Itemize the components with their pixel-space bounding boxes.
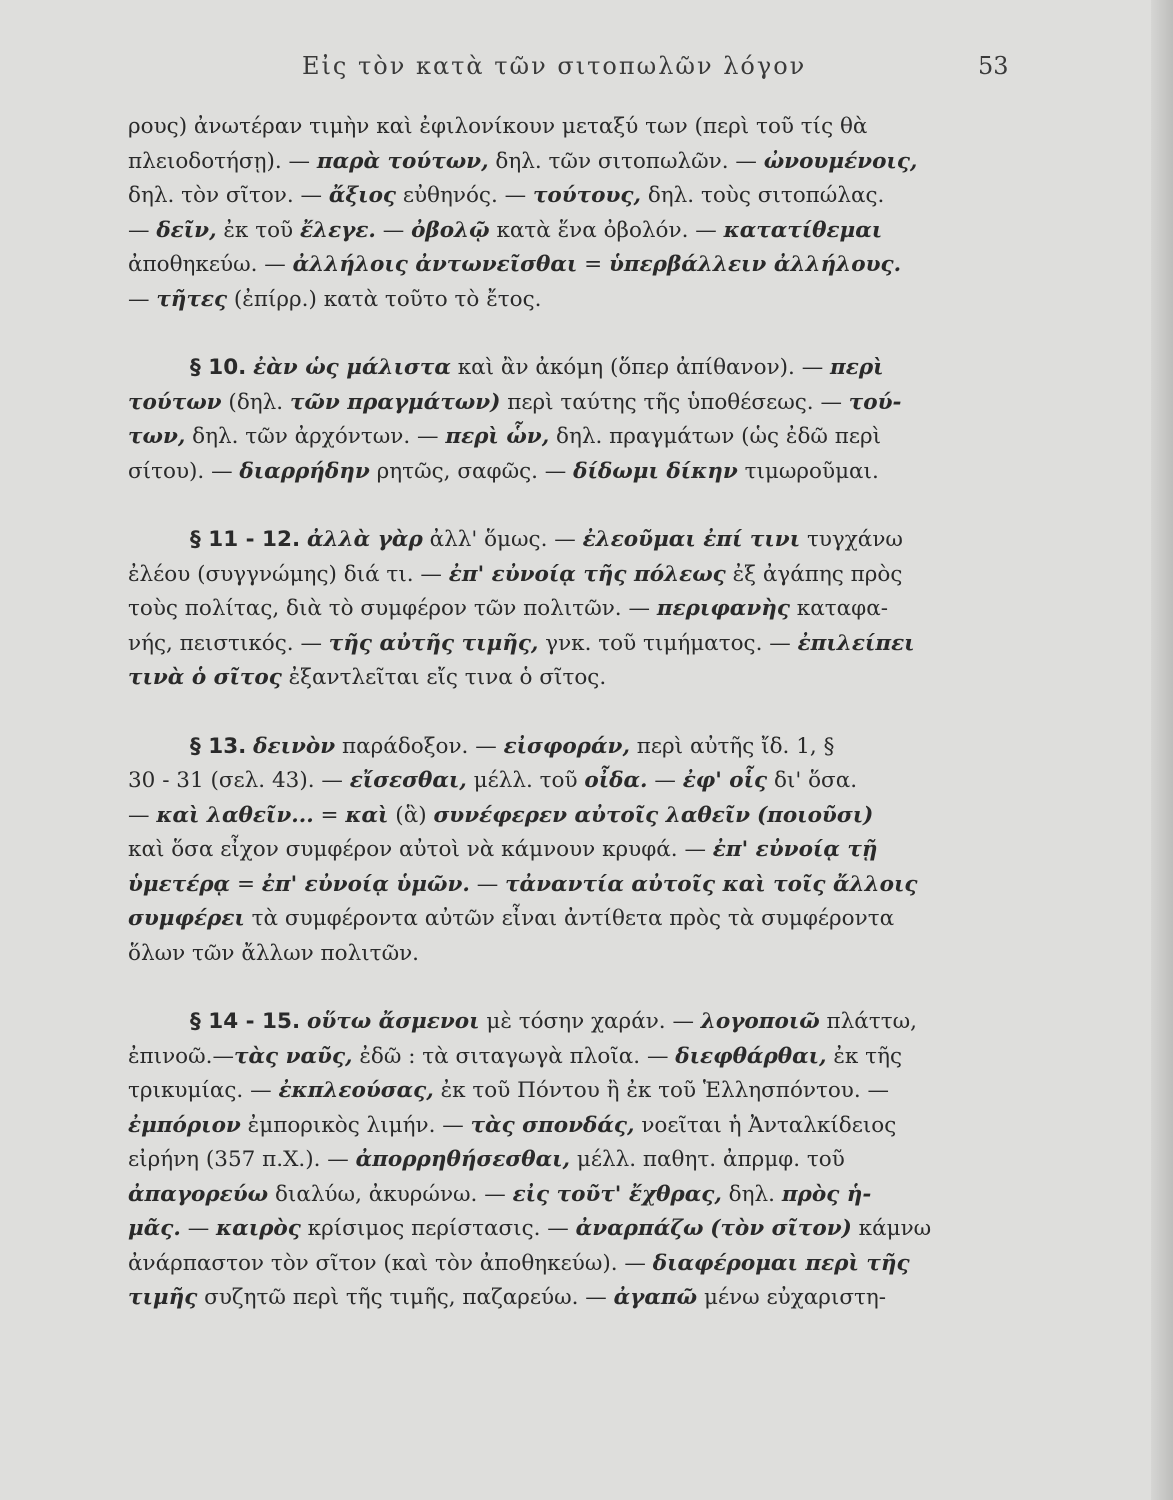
gloss-text: ἀποθηκεύω. — [128, 252, 293, 277]
gloss-text: (δηλ. [221, 389, 290, 415]
lemma: εἴσεσθαι, [349, 768, 467, 793]
lemma: συνέφερεν αὐτοῖς λαθεῖν [433, 802, 751, 828]
lemma: διαρρήδην [239, 458, 370, 484]
text-line [128, 799, 1013, 834]
lemma: ὑμετέρᾳ [128, 871, 231, 897]
gloss-text: περὶ αὐτῆς ἴδ. 1, § [629, 733, 835, 759]
gloss-text: δηλ. τῶν ἀρχόντων. — [185, 424, 446, 449]
gloss-text: εὐθηνός. — [396, 183, 533, 208]
gloss-text: ἐξ ἀγάπης πρὸς [725, 561, 903, 587]
gloss-text: παράδοξον. — [335, 733, 504, 759]
gloss-text: τρικυμίας. — [128, 1078, 279, 1103]
gloss-text: ἐξαντλεῖται εἴς τινα ὁ σῖτος. [281, 665, 607, 690]
lemma: ἐκπλεούσας, [278, 1078, 434, 1103]
gloss-text: νοεῖται ἡ Ἀνταλκίδειος [634, 1112, 897, 1138]
lemma: ἐμπόριον [128, 1112, 241, 1138]
page-edge [1151, 0, 1173, 1500]
lemma: καὶ λαθεῖν... [156, 802, 314, 828]
section-number: § 10. [190, 355, 247, 380]
text-line [128, 420, 1013, 455]
lemma: ἄξιος [328, 183, 397, 208]
gloss-text: μένω εὐχαριστη- [697, 1285, 887, 1310]
lemma: οἶδα. [584, 768, 648, 793]
gloss-text: = [577, 252, 609, 277]
gloss-text: ἀλλ' ὅμως. — [422, 527, 583, 552]
text-line [128, 351, 1013, 386]
commentary-paragraph [128, 1005, 1013, 1316]
gloss-text: δι' ὅσα. [767, 768, 858, 793]
lemma: ἐπ' εὐνοίᾳ ὑμῶν. [261, 871, 470, 897]
gloss-text: δηλ. τὸν σῖτον. — [128, 183, 329, 208]
gloss-text: καὶ ἂν ἀκόμη (ὅπερ ἀπίθανον). — [450, 355, 831, 380]
gloss-text: ἐκ τοῦ Πόντου ἢ ἐκ τοῦ Ἑλλησπόντου. — [433, 1078, 890, 1103]
lemma: κατατίθεμαι [723, 217, 883, 243]
gloss-text: — [647, 768, 683, 793]
gloss-text: μὲ τόσην χαράν. — [479, 1009, 701, 1034]
text-line [128, 248, 1013, 283]
text-line [128, 1143, 1013, 1178]
gloss-text: (ἐπίρρ.) κατὰ τοῦτο τὸ ἔτος. [227, 286, 542, 312]
page-number: 53 [978, 52, 1009, 80]
gloss-text: ἐμπορικὸς λιμήν. — [240, 1112, 471, 1138]
gloss-text: δηλ. τοὺς σιτοπώλας. [640, 183, 885, 208]
lemma: ἀπορρηθήσεσθαι, [355, 1147, 571, 1172]
gloss-text: = [313, 802, 346, 828]
gloss-text: ἀνάρπαστον τὸν σῖτον (καὶ τὸν ἀποθηκεύω). — [128, 1250, 653, 1276]
gloss-text: = [230, 871, 262, 897]
commentary-body [128, 110, 1013, 1316]
text-line [128, 627, 1013, 662]
gloss-text: συζητῶ περὶ τῆς τιμῆς, παζαρεύω. — [197, 1285, 614, 1310]
lemma: παρὰ τούτων, [316, 148, 489, 174]
gloss-text [300, 527, 307, 552]
lemma: ὠνουμένοις, [763, 148, 918, 174]
lemma: τὰς ναῦς, [233, 1043, 353, 1069]
commentary-paragraph [128, 110, 1013, 317]
lemma: πρὸς ἡ- [781, 1181, 872, 1207]
gloss-text: ρους) ἀνωτέραν τιμὴν καὶ ἐφιλονίκουν μεταξύ των (περὶ τοῦ τίς θὰ [128, 114, 868, 139]
lemma: καὶ [345, 802, 389, 828]
text-line [128, 1247, 1013, 1282]
gloss-text: δηλ. [721, 1181, 782, 1207]
gloss-text: (ἃ) [388, 802, 434, 828]
section-number: § 11 - 12. [190, 527, 301, 552]
text-line [128, 937, 1013, 972]
text-line [128, 179, 1013, 214]
lemma: δίδωμι δίκην [573, 458, 738, 484]
text-line [128, 730, 1013, 765]
lemma: (τὸν σῖτον) [710, 1216, 852, 1241]
lemma: τἀναντία αὐτοῖς καὶ τοῖς ἄλλοις [505, 871, 918, 897]
text-line [128, 1074, 1013, 1109]
text-line [128, 902, 1013, 937]
lemma: περιφανὴς [656, 596, 790, 621]
lemma: τιμῆς [128, 1285, 198, 1310]
lemma: συμφέρει [128, 906, 245, 931]
text-line [128, 386, 1013, 421]
lemma: τούτων [128, 389, 222, 415]
lemma: των, [128, 424, 186, 449]
gloss-text: τὰ συμφέροντα αὐτῶν εἶναι ἀντίθετα πρὸς τὰ συμφέροντα [244, 906, 895, 931]
gloss-text [300, 1009, 307, 1034]
gloss-text: τιμωροῦμαι. [737, 458, 879, 484]
lemma: λογοποιῶ [700, 1009, 820, 1034]
commentary-paragraph [128, 730, 1013, 972]
gloss-text: διαλύω, ἀκυρώνω. — [268, 1181, 513, 1207]
gloss-text: πλάττω, [819, 1009, 917, 1034]
lemma: τῶν πραγμάτων) [289, 389, 501, 415]
lemma: δεινὸν [253, 733, 336, 759]
text-line [128, 1005, 1013, 1040]
text-line [128, 1178, 1013, 1213]
gloss-text: ἐλέου (συγγνώμης) διά τι. — [128, 561, 449, 587]
gloss-text: ἐδῶ : τὰ σιταγωγὰ πλοῖα. — [352, 1043, 676, 1069]
lemma: (ποιοῦσι) [756, 802, 874, 828]
text-line [128, 661, 1013, 696]
gloss-text: καταφα- [789, 596, 889, 621]
gloss-text: ἐπινοῶ.— [128, 1043, 234, 1069]
text-line [128, 558, 1013, 593]
lemma: τινὰ ὁ σῖτος [128, 665, 282, 690]
gloss-text: πλειοδοτήσῃ). — [128, 148, 317, 174]
lemma: οὕτω ἄσμενοι [306, 1009, 480, 1034]
lemma: ἀλλὰ γὰρ [306, 527, 423, 552]
lemma: εἰς τοῦτ' ἔχθρας, [512, 1181, 722, 1207]
gloss-text: — [128, 802, 157, 828]
gloss-text: τυγχάνω [800, 527, 903, 552]
gloss-text: περὶ ταύτης τῆς ὑποθέσεως. — [500, 389, 849, 415]
gloss-text: — [128, 286, 157, 312]
lemma: εἰσφοράν, [503, 733, 630, 759]
gloss-text [750, 803, 757, 828]
gloss-text: σίτου). — [128, 458, 240, 484]
commentary-paragraph [128, 351, 1013, 489]
section-number: § 14 - 15. [190, 1009, 301, 1034]
gloss-text: ρητῶς, σαφῶς. — [369, 458, 574, 484]
gloss-text: ἐκ τῆς [826, 1043, 902, 1069]
gloss-text: καὶ ὅσα εἶχον συμφέρον αὐτοὶ νὰ κάμνουν κρυφά. — [128, 837, 713, 862]
gloss-text: ἐκ τοῦ [216, 217, 300, 243]
lemma: περὶ [830, 355, 884, 380]
gloss-text: ὅλων τῶν ἄλλων πολιτῶν. [128, 940, 420, 966]
lemma: τὰς σπονδάς, [470, 1112, 635, 1138]
text-line [128, 214, 1013, 249]
text-line [128, 764, 1013, 799]
gloss-text: τοὺς πολίτας, διὰ τὸ συμφέρον τῶν πολιτῶν. — [128, 596, 657, 621]
text-line [128, 1040, 1013, 1075]
lemma: τῆς αὐτῆς τιμῆς, [328, 630, 539, 656]
lemma: τῆτες [156, 286, 228, 312]
gloss-text: εἰρήνη (357 π.Χ.). — [128, 1147, 356, 1172]
text-line [128, 1281, 1013, 1316]
text-line [128, 455, 1013, 490]
lemma: ἐφ' οἷς [682, 768, 768, 793]
gloss-text: — [375, 217, 412, 243]
page-header [0, 52, 1173, 88]
gloss-text: νής, πειστικός. — [128, 630, 329, 656]
gloss-text: μέλλ. τοῦ [466, 768, 585, 793]
text-line [128, 283, 1013, 318]
gloss-text: δηλ. τῶν σιτοπωλῶν. — [488, 148, 764, 174]
lemma: καιρὸς [216, 1216, 301, 1241]
lemma: ἐπιλείπει [797, 630, 915, 656]
lemma: τού- [848, 389, 902, 415]
lemma: διαφέρομαι περὶ τῆς [652, 1250, 910, 1276]
lemma: ὑπερβάλλειν ἀλλήλους. [608, 252, 902, 277]
gloss-text: 30 - 31 (σελ. 43). — [128, 768, 350, 793]
gloss-text: γνκ. τοῦ τιμήματος. — [538, 630, 798, 656]
text-line [128, 523, 1013, 558]
lemma: μᾶς. [128, 1216, 181, 1241]
gloss-text: — [180, 1216, 217, 1241]
lemma: ἀπαγορεύω [128, 1181, 269, 1207]
lemma: ἔλεγε. [299, 217, 376, 243]
text-line [128, 1109, 1013, 1144]
gloss-text: — [128, 217, 157, 243]
lemma: ἐλεοῦμαι ἐπί τινι [582, 527, 801, 552]
text-line [128, 110, 1013, 145]
lemma: τούτους, [532, 183, 641, 208]
lemma: περὶ ὧν, [445, 424, 550, 449]
lemma: ἐπ' εὐνοίᾳ τῇ [712, 837, 878, 862]
gloss-text: κατὰ ἕνα ὀβολόν. — [489, 217, 724, 243]
lemma: δεῖν, [156, 217, 217, 243]
gloss-text: κάμνω [851, 1216, 932, 1241]
lemma: ἐπ' εὐνοίᾳ τῆς πόλεως [448, 561, 726, 587]
lemma: ἀγαπῶ [613, 1285, 698, 1310]
commentary-paragraph [128, 523, 1013, 696]
gloss-text: κρίσιμος περίστασις. — [300, 1216, 576, 1241]
text-line [128, 592, 1013, 627]
section-number: § 13. [190, 733, 247, 759]
gloss-text: — [469, 871, 506, 897]
text-line [128, 1212, 1013, 1247]
gloss-text: μέλλ. παθητ. ἀπρμφ. τοῦ [570, 1147, 845, 1172]
lemma: διεφθάρθαι, [675, 1043, 827, 1069]
text-line [128, 145, 1013, 180]
running-title: Εἰς τὸν κατὰ τῶν σιτοπωλῶν λόγον [302, 52, 807, 80]
lemma: ὀβολῷ [411, 217, 490, 243]
lemma: ἀναρπάζω [575, 1216, 704, 1241]
lemma: ἀλλήλοις ἀντωνεῖσθαι [292, 252, 578, 277]
lemma: ἐὰν ὡς μάλιστα [253, 355, 451, 380]
text-line [128, 868, 1013, 903]
text-line [128, 833, 1013, 868]
gloss-text: δηλ. πραγμάτων (ὡς ἐδῶ περὶ [549, 424, 882, 449]
